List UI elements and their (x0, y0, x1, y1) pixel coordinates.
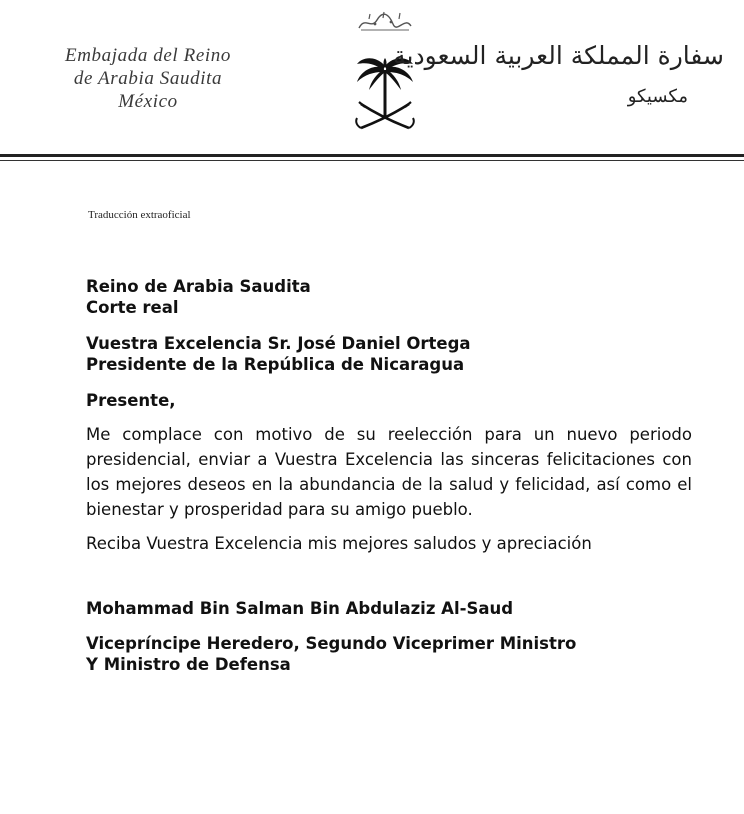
embassy-city: México (118, 91, 178, 112)
sender-line-2: Corte real (86, 298, 179, 317)
embassy-name-arabic-title: سفارة المملكة العربية السعودية (393, 41, 724, 70)
embassy-city-arabic: مكسيكو (627, 86, 688, 107)
embassy-name-line-2: de Arabia Saudita (73, 68, 223, 89)
letter-body (86, 276, 692, 675)
recipient-line-1: Vuestra Excelencia Sr. José Daniel Ortega (86, 334, 471, 353)
signatory-name: Mohammad Bin Salman Bin Abdulaziz Al-Saud (86, 599, 514, 618)
letterhead (0, 0, 744, 160)
body-paragraph-2: Reciba Vuestra Excelencia mis mejores saludos y apreciación (86, 534, 592, 553)
embassy-name-spanish (28, 44, 268, 113)
letterhead-divider-thin (0, 160, 744, 161)
embassy-name-line-1: Embajada del Reino (65, 45, 231, 66)
embassy-name-arabic (393, 40, 724, 110)
signatory-title-line-2: Y Ministro de Defensa (86, 655, 291, 674)
calligraphy-icon (355, 10, 415, 34)
body-paragraph-1: Me complace con motivo de su reelección para un nuevo periodo presidencial, enviar a Vuestra Excelencia las sinceras felicitaciones con los mejores deseos en la abundancia de la salud y felicidad, así como el bienestar y prosperidad para su amigo pueblo. (86, 425, 692, 519)
signatory-title-line-1: Vicepríncipe Heredero, Segundo Viceprimer Ministro (86, 634, 577, 653)
letterhead-divider-thick (0, 154, 744, 157)
translation-note: Traducción extraoficial (88, 209, 191, 221)
recipient-line-2: Presidente de la República de Nicaragua (86, 355, 465, 374)
sender-line-1: Reino de Arabia Saudita (86, 277, 311, 296)
signatory-titles (86, 633, 692, 675)
salutation: Presente, (86, 391, 176, 410)
recipient-block (86, 333, 692, 375)
sender-block (86, 276, 692, 318)
